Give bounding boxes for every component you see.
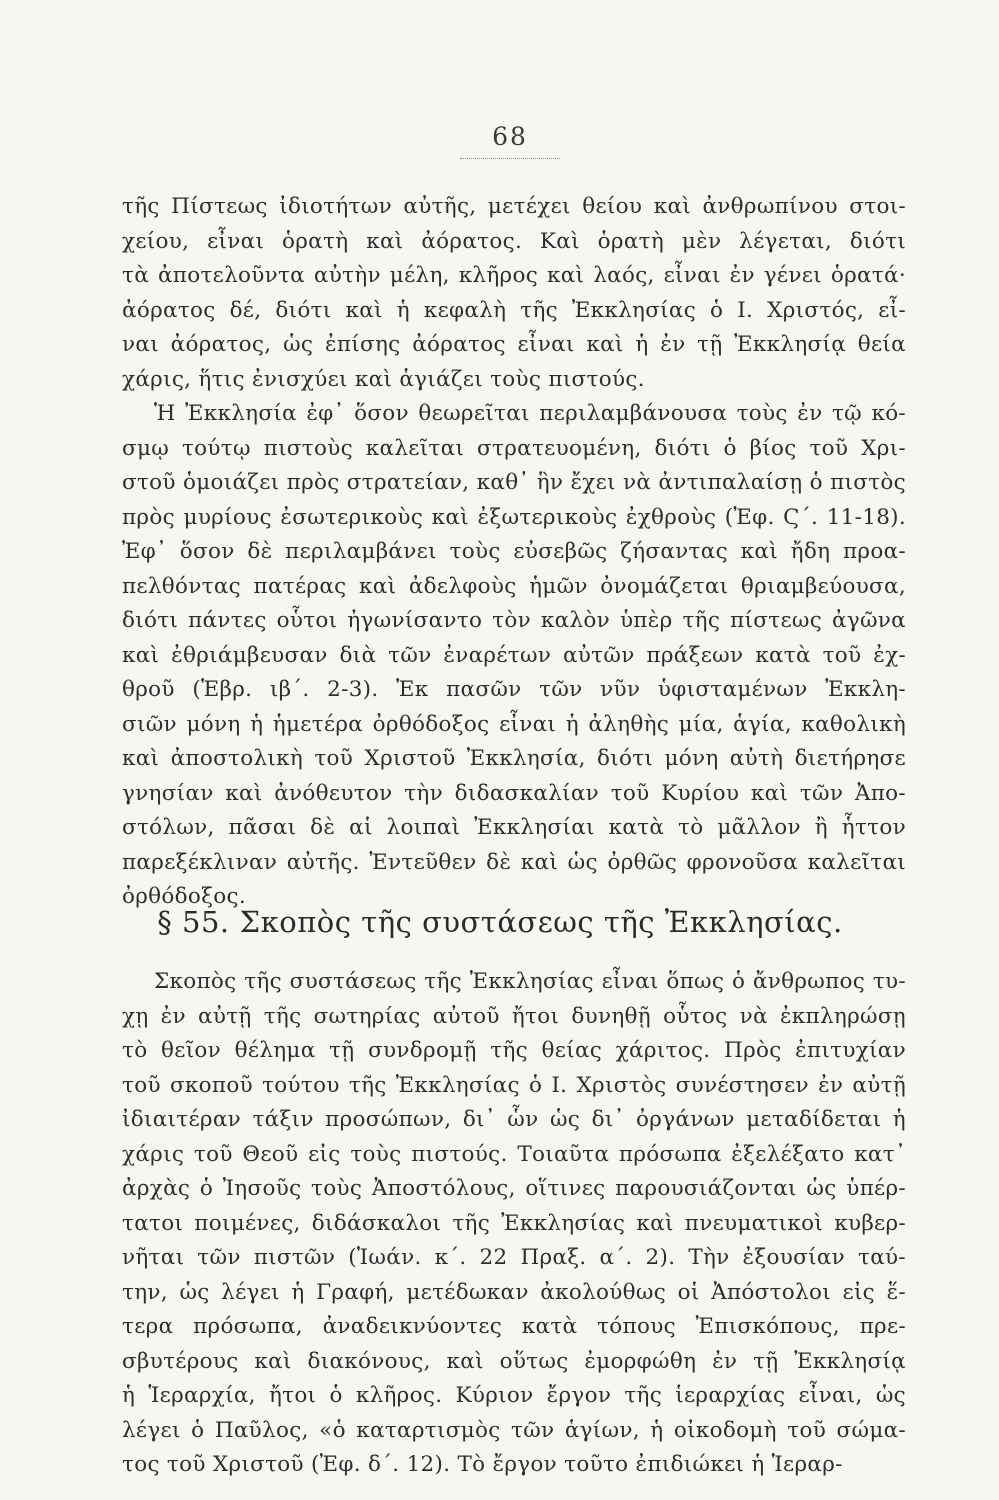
text-line: ὀρθόδοξος. (122, 884, 247, 909)
text-line: τος τοῦ Χριστοῦ (Ἐφ. δ΄. 12). Τὸ ἔργον τοῦτο ἐπιδιώκει ἡ Ἱεραρ- (122, 1452, 843, 1477)
text-line: χείου, εἶναι ὁρατὴ καὶ ἀόρατος. Καὶ ὁρατὴ μὲν λέγεται, διότι (122, 228, 906, 254)
text-line: χάρις τοῦ Θεοῦ εἰς τοὺς πιστούς. Τοιαῦτα πρόσωπα ἐξελέξατο κατ᾽ (122, 1141, 906, 1167)
text-line: σιῶν μόνη ἡ ἡμετέρα ὀρθόδοξος εἶναι ἡ ἀληθὴς μία, ἁγία, καθολικὴ (122, 711, 906, 737)
text-line: τοῦ σκοποῦ τούτου τῆς Ἐκκλησίας ὁ Ι. Χριστὸς συνέστησεν ἐν αὐτῇ (122, 1072, 906, 1098)
text-line: καὶ ἀποστολικὴ τοῦ Χριστοῦ Ἐκκλησία, διότι μόνη αὐτὴ διετήρησε (122, 746, 906, 771)
text-line: διότι πάντες οὗτοι ἠγωνίσαντο τὸν καλὸν ὑπὲρ τῆς πίστεως ἀγῶνα (122, 608, 906, 633)
text-line: ναι ἀόρατος, ὡς ἐπίσης ἀόρατος εἶναι καὶ ἡ ἐν τῇ Ἐκκλησίᾳ θεία (122, 332, 906, 357)
text-line: σμῳ τούτῳ πιστοὺς καλεῖται στρατευομένη, διότι ὁ βίος τοῦ Χρι- (122, 435, 906, 461)
text-line: Σκοπὸς τῆς συστάσεως τῆς Ἐκκλησίας εἶναι ὅπως ὁ ἄνθρωπος τυ- (154, 969, 906, 994)
text-line: στόλων, πᾶσαι δὲ αἱ λοιπαὶ Ἐκκλησίαι κατὰ τὸ μᾶλλον ἢ ἧττον (122, 815, 906, 840)
text-line: ἡ Ἱεραρχία, ἤτοι ὁ κλῆρος. Κύριον ἔργον τῆς ἱεραρχίας εἶναι, ὡς (122, 1383, 906, 1408)
text-line: στοῦ ὁμοιάζει πρὸς στρατείαν, καθ᾽ ἣν ἔχει νὰ ἀντιπαλαίσῃ ὁ πιστὸς (122, 470, 906, 495)
text-line: γνησίαν καὶ ἀνόθευτον τὴν διδασκαλίαν τοῦ Κυρίου καὶ τῶν Ἀπο- (122, 780, 906, 806)
text-line: σβυτέρους καὶ διακόνους, καὶ οὕτως ἐμορφώθη ἐν τῇ Ἐκκλησίᾳ (122, 1348, 906, 1374)
text-line: χῃ ἐν αὐτῇ τῆς σωτηρίας αὐτοῦ ἤτοι δυνηθῇ οὗτος νὰ ἐκπληρώσῃ (122, 1003, 906, 1029)
text-line: την, ὡς λέγει ἡ Γραφή, μετέδωκαν ἀκολούθως οἱ Ἀπόστολοι εἰς ἕ- (122, 1279, 906, 1305)
paragraph-3 (122, 965, 906, 1483)
text-line: καὶ ἐθριάμβευσαν διὰ τῶν ἐναρέτων αὐτῶν πράξεων κατὰ τοῦ ἐχ- (122, 642, 906, 668)
text-line: θροῦ (Ἑβρ. ιβ΄. 2-3). Ἐκ πασῶν τῶν νῦν ὑφισταμένων Ἐκκλη- (122, 677, 906, 702)
text-line: χάρις, ἥτις ἐνισχύει καὶ ἁγιάζει τοὺς πιστούς. (122, 366, 645, 392)
text-line: Ἐφ᾽ ὅσον δὲ περιλαμβάνει τοὺς εὐσεβῶς ζήσαντας καὶ ἤδη προα- (122, 539, 906, 564)
text-line: πελθόντας πατέρας καὶ ἀδελφοὺς ἡμῶν ὀνομάζεται θριαμβεύουσα, (122, 573, 906, 599)
text-line: πρὸς μυρίους ἐσωτερικοὺς καὶ ἐξωτερικοὺς ἐχθροὺς (Ἐφ. Ϛ΄. 11-18). (122, 504, 906, 530)
text-line: τερα πρόσωπα, ἀναδεικνύοντες κατὰ τόπους Ἐπισκόπους, πρε- (122, 1314, 906, 1339)
page-number: 68 (492, 122, 528, 151)
text-line: ἀρχὰς ὁ Ἰησοῦς τοὺς Ἀποστόλους, οἵτινες παρουσιάζονται ὡς ὑπέρ- (122, 1176, 906, 1201)
section-number: § 55. (157, 905, 230, 939)
text-line: νῆται τῶν πιστῶν (Ἰωάν. κ΄. 22 Πραξ. α΄. 2). Τὴν ἐξουσίαν ταύ- (122, 1245, 906, 1270)
text-line: τὸ θεῖον θέλημα τῇ συνδρομῇ τῆς θείας χάριτος. Πρὸς ἐπιτυχίαν (122, 1038, 906, 1063)
text-line: παρεξέκλιναν αὐτῆς. Ἐντεῦθεν δὲ καὶ ὡς ὀρθῶς φρονοῦσα καλεῖται (122, 849, 906, 875)
text-line: τατοι ποιμένες, διδάσκαλοι τῆς Ἐκκλησίας καὶ πνευματικοὶ κυβερ- (122, 1210, 906, 1236)
section-heading (0, 900, 999, 944)
text-line: λέγει ὁ Παῦλος, «ὁ καταρτισμὸς τῶν ἁγίων, ἡ οἰκοδομὴ τοῦ σώμα- (122, 1417, 906, 1443)
paragraph-2 (122, 397, 906, 915)
text-line: τῆς Πίστεως ἰδιοτήτων αὐτῆς, μετέχει θείου καὶ ἀνθρωπίνου στοι- (122, 194, 906, 219)
text-line: τὰ ἀποτελοῦντα αὐτὴν μέλη, κλῆρος καὶ λαός, εἶναι ἐν γένει ὁρατά· (122, 263, 906, 288)
section-title: Σκοπὸς τῆς συστάσεως τῆς Ἐκκλησίας. (239, 905, 843, 939)
text-line: ἰδιαιτέραν τάξιν προσώπων, δι᾽ ὧν ὡς δι᾽ ὀργάνων μεταδίδεται ἡ (122, 1107, 906, 1132)
page-number-rule (460, 158, 560, 159)
text-line: ἀόρατος δέ, διότι καὶ ἡ κεφαλὴ τῆς Ἐκκλησίας ὁ Ι. Χριστός, εἶ- (122, 297, 906, 323)
paragraph-1 (122, 190, 906, 397)
text-line: Ἡ Ἐκκλησία ἐφ᾽ ὅσον θεωρεῖται περιλαμβάνουσα τοὺς ἐν τῷ κό- (154, 401, 906, 426)
